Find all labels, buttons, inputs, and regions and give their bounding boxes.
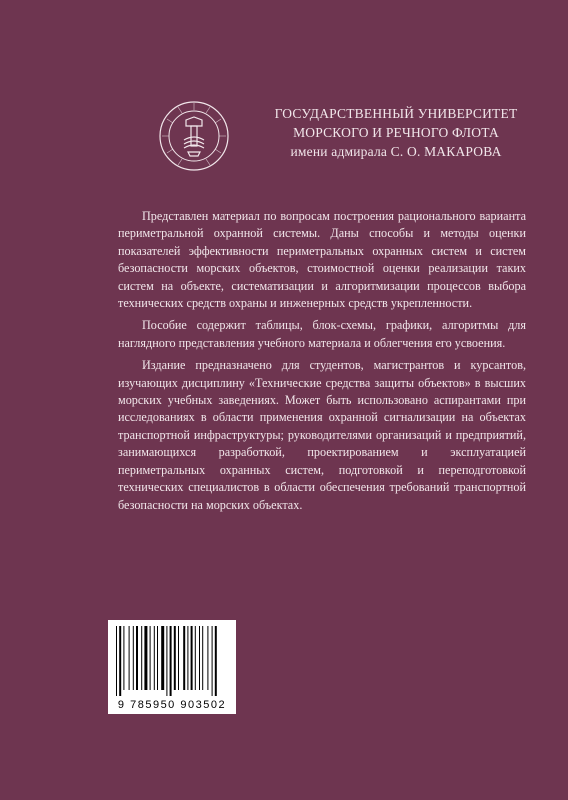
barcode-bar <box>123 626 124 690</box>
barcode-bar <box>150 626 151 690</box>
barcode-bar <box>178 626 179 690</box>
barcode-bar <box>129 626 130 690</box>
barcode-bar <box>141 626 142 690</box>
barcode-bar <box>157 626 158 690</box>
university-header <box>158 100 558 172</box>
barcode-bar <box>174 626 176 690</box>
university-name <box>246 104 546 161</box>
barcode-bar <box>116 626 117 696</box>
barcode-bar <box>195 626 196 690</box>
isbn-barcode <box>108 620 236 714</box>
barcode-bar <box>183 626 185 690</box>
header-line-2: МОРСКОГО И РЕЧНОГО ФЛОТА <box>293 125 499 140</box>
university-emblem-icon <box>158 100 230 172</box>
barcode-bar <box>170 626 172 696</box>
barcode-bars <box>114 626 230 696</box>
barcode-bar <box>191 626 193 690</box>
header-line-1: ГОСУДАРСТВЕННЫЙ УНИВЕРСИТЕТ <box>274 106 518 121</box>
paragraph-2: Пособие содержит таблицы, блок-схемы, графики, алгоритмы для наглядного представления учебного материала и облегчения его усвоения. <box>118 318 526 350</box>
barcode-bar <box>202 626 203 690</box>
barcode-bar <box>136 626 138 690</box>
barcode-bar <box>144 626 147 690</box>
paragraph-1: Представлен материал по вопросам построения рационального варианта периметральной охранной системы. Даны способы и методы оценки показателей эффективности периметральных охранных систем и систем безопасности морских объектов, стоимостной оценки реализации таких систем на объекте, систематизации и алгоритмизации процессов выбора технических средств охраны и инженерных средств укрепленности. <box>118 209 526 311</box>
barcode-bar <box>133 626 134 690</box>
barcode-bar <box>154 626 155 690</box>
barcode-bar <box>187 626 188 690</box>
header-line-3: имени адмирала С. О. МАКАРОВА <box>290 144 502 159</box>
paragraph-3: Издание предназначено для студентов, магистрантов и курсантов, изучающих дисциплину «Технические средства защиты объектов» в высших морских учебных заведениях. Может быть использовано аспирантами при исследованиях в области применения охранной сигнализации на объектах транспортной инфраструктуры; руководителями организаций и предприятий, занимающихся разработкой, проектированием и эксплуатацией периметральных охранных систем, подготовкой и переподготовкой технических специалистов в области обеспечения требований транспортной безопасности на морских объектах. <box>118 358 526 512</box>
barcode-bar <box>119 626 121 696</box>
annotation-text <box>118 208 526 519</box>
barcode-bar <box>215 626 217 696</box>
university-logo <box>158 100 230 172</box>
barcode-bar <box>212 626 213 696</box>
barcode-number: 9 785950 903502 <box>117 699 227 711</box>
barcode-bar <box>199 626 200 690</box>
barcode-bar <box>207 626 208 690</box>
barcode-bar <box>161 626 164 690</box>
barcode-bar <box>166 626 167 696</box>
